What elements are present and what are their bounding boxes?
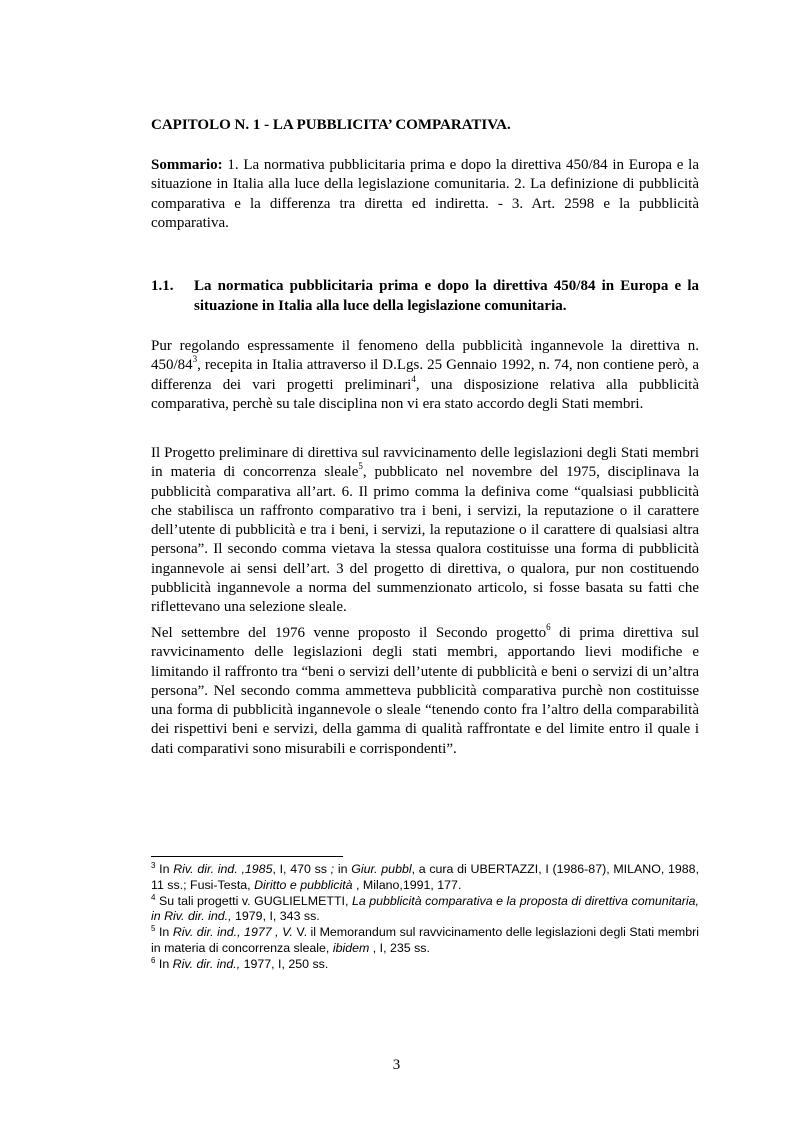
footnote-number: 6 (151, 955, 156, 965)
footnote-5 (151, 925, 699, 957)
footnote-text: 1979, I, 343 ss. (231, 909, 320, 924)
footnote-6 (151, 957, 699, 973)
summary-text: 1. La normativa pubblicitaria prima e dopo la direttiva 450/84 in Europa e la situazione in Italia alla luce della legislazione comunitaria. 2. La definizione di pubblicità comparativa e la differenza tra diretta ed indiretta. - 3. Art. 2598 e la pubblicità comparativa. (151, 157, 699, 231)
footnote-number: 3 (151, 861, 156, 870)
footnote-text: Su tali progetti v. GUGLIELMETTI, (155, 893, 352, 908)
footnote-text: , a cura di UBERTAZZI, I (1986-87), MILANO, 1988, 11 ss.; Fusi-Testa, (151, 862, 700, 892)
footnote-4 (151, 894, 699, 926)
paragraph-text: Il Progetto preliminare di direttiva sul ravvicinamento delle legislazioni degli Stati membri in materia di concorrenza sleale (151, 445, 699, 481)
footnote-separator (151, 856, 343, 857)
footnote-text: In (155, 925, 173, 940)
footnote-citation: Giur. pubbl (351, 862, 412, 876)
footnote-3 (151, 862, 699, 894)
footnotes (151, 862, 699, 973)
paragraph-text: , pubblicato nel novembre del 1975, disciplinava la pubblicità comparativa all’art. 6. Il primo comma la definiva come “qualsiasi pubblicità che stabilisca un raffronto comparativo tra i beni, i servizi, la reputazione o il carattere dell’utente di pubblicità e tra i beni, i servizi, la reputazione o il carattere di qualsiasi altra persona”. Il secondo comma vietava la stessa qualora costituisse una forma di pubblicità ingannevole ai sensi dell’art. 3 del progetto di direttiva, o qualora, pur non costituendo pubblicità ingannevole a norma del summenzionato articolo, si fosse basata su fatti che riflettevano una selezione sleale. (151, 464, 699, 616)
page-number: 3 (392, 1057, 401, 1073)
paragraph-text: , una disposizione relativa alla pubblicità comparativa, perchè su tale disciplina non vi era stato accordo degli Stati membri. (151, 376, 699, 412)
paragraph-text: di prima direttiva sul ravvicinamento delle legislazioni degli stati membri, apportando lievi modifiche e limitando il raffronto tra “beni o servizi dell’utente di pubblicità e beni o servizi di un’altra persona”. Nel secondo comma ammetteva pubblicità comparativa purchè non costituisse una forma di pubblicità ingannevole o sleale “tenendo conto fra l’altro della comparabilità dei rispettivi beni e servizi, della gamma di qualità raffrontate e del limite entro il quale i dati comparativi sono misurabili e corrispondenti”. (151, 625, 700, 757)
footnote-citation: ibidem (332, 940, 370, 955)
paragraph-2 (151, 444, 699, 618)
footnote-citation: Riv. dir. ind. ,1985 (173, 862, 273, 876)
summary-label: Sommario: (151, 157, 223, 173)
footnote-citation: Riv. dir. ind., 1977 , V. (172, 925, 293, 940)
footnote-text: , I, 470 ss (272, 862, 331, 876)
footnote-ref: 4 (411, 373, 416, 384)
footnote-text: In (155, 956, 173, 971)
paragraph-3 (151, 624, 699, 759)
footnote-ref: 3 (192, 354, 198, 365)
section-title: La normatica pubblicitaria prima e dopo la direttiva 450/84 in Europa e la situazione in Italia alla luce della legislazione comunitaria. (194, 278, 699, 314)
chapter-title: CAPITOLO N. 1 - LA PUBBLICITA’ COMPARATIVA. (151, 117, 511, 133)
paragraph-1 (151, 337, 699, 414)
paragraph-text: Pur regolando espressamente il fenomeno della pubblicità ingannevole la direttiva n. 450/84 (151, 338, 699, 374)
footnote-text: 1977, I, 250 ss. (240, 956, 329, 971)
footnote-citation: Diritto e pubblicità (254, 877, 353, 892)
footnote-ref: 6 (546, 622, 551, 632)
footnote-citation: Riv. dir. ind., (172, 956, 241, 971)
footnote-number: 5 (151, 924, 156, 934)
footnote-citation: La pubblicità comparativa e la proposta di direttiva comunitaria, in Riv. dir. ind., (151, 893, 699, 924)
footnote-citation: ; (330, 862, 338, 876)
footnote-number: 4 (151, 892, 156, 902)
footnote-text: in (337, 862, 352, 876)
paragraph-text: , recepita in Italia attraverso il D.Lgs. 25 Gennaio 1992, n. 74, non contiene però, a differenza dei vari progetti preliminari (151, 357, 699, 393)
footnote-text: , Milano,1991, 177. (352, 877, 462, 892)
footnote-text: V. il Memorandum sul ravvicinamento delle legislazioni degli Stati membri in materia di concorrenza sleale, (151, 925, 700, 955)
footnote-text: In (155, 862, 174, 876)
paragraph-text: Nel settembre del 1976 venne proposto il Secondo progetto (151, 625, 547, 641)
footnote-text: , I, 235 ss. (369, 940, 430, 955)
footnote-ref: 5 (358, 461, 363, 472)
summary (151, 156, 699, 233)
section-number: 1.1. (151, 278, 174, 294)
